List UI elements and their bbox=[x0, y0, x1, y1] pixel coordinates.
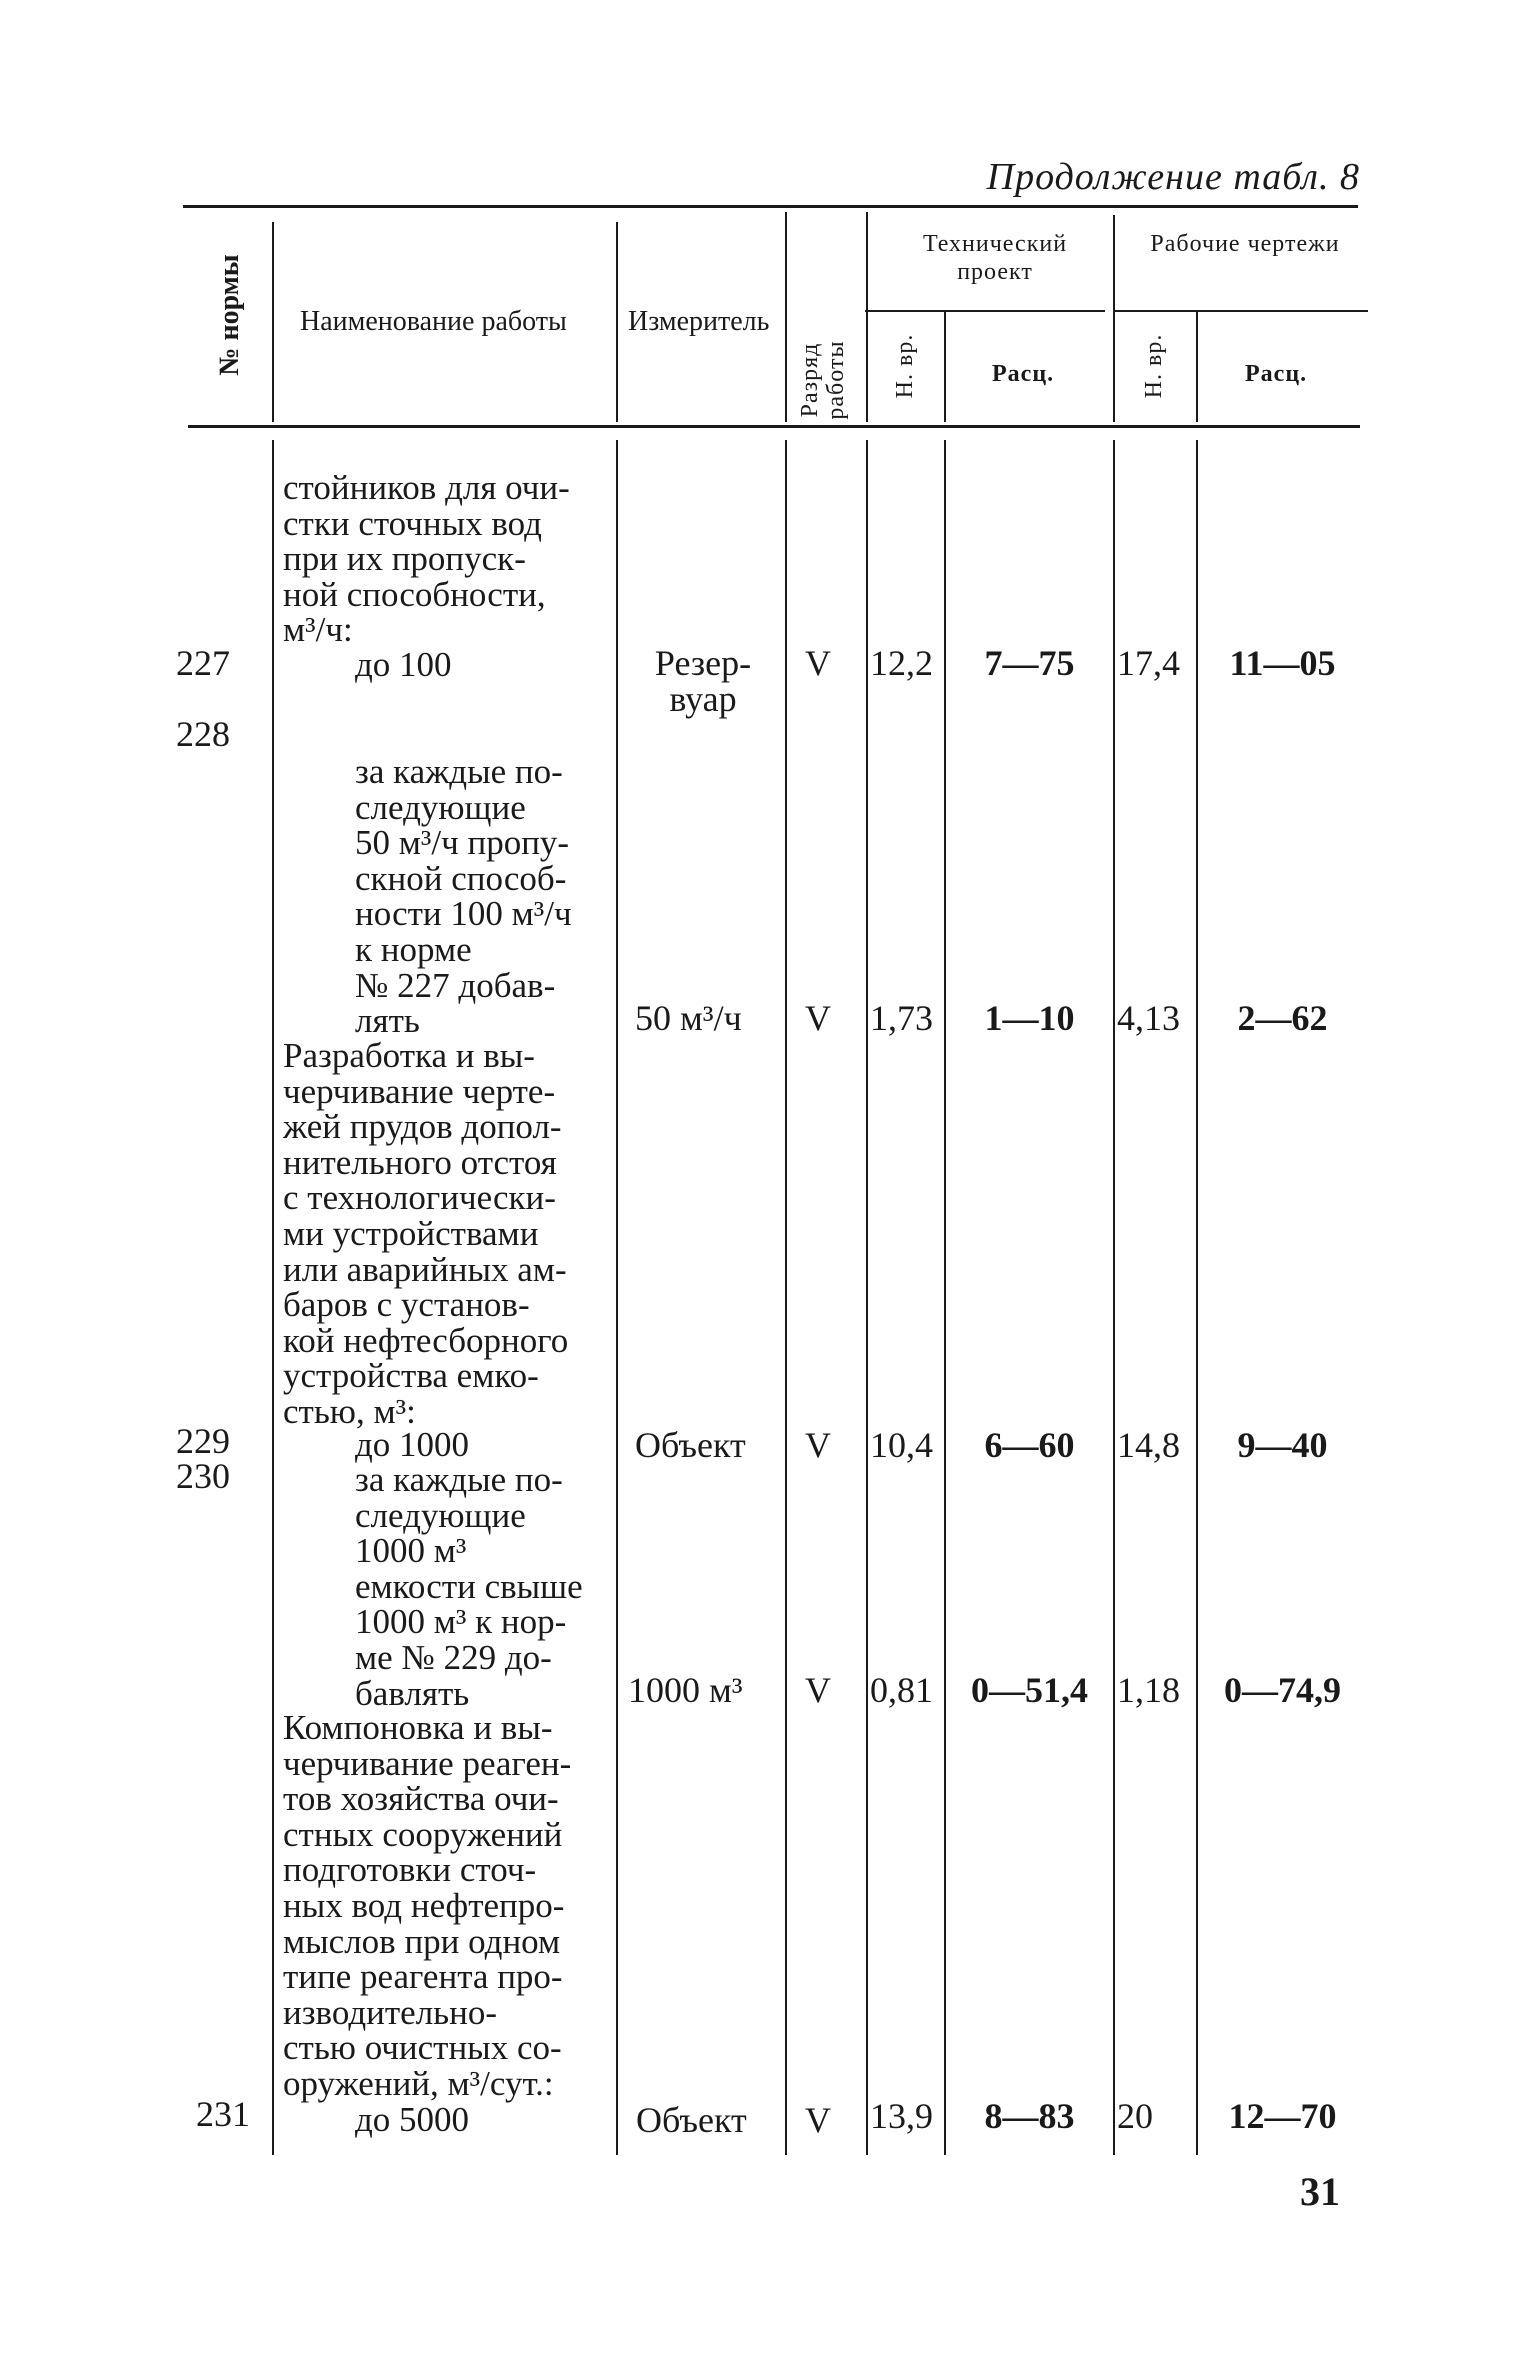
desc-230: за каждые по- следующие 1000 м³ емкости свыше 1000 м³ к нор- ме № 229 до- бавлять bbox=[355, 1460, 583, 1713]
row-231-wd-rate: 12—70 bbox=[1228, 2096, 1337, 2136]
row-229-tp-time: 10,4 bbox=[870, 1425, 933, 1465]
row-227-grade: V bbox=[805, 643, 831, 683]
row-230-wd-time: 1,18 bbox=[1117, 1670, 1180, 1710]
header-divider-2 bbox=[616, 222, 618, 422]
header-tp-rate: Расц. bbox=[992, 361, 1055, 387]
desc-intro-1: стойников для очи- стки сточных вод при их пропуск- ной способности, м³/ч: bbox=[283, 468, 570, 650]
header-divider-4 bbox=[866, 212, 868, 422]
body-divider-5 bbox=[944, 440, 946, 2155]
row-231-tp-time: 13,9 bbox=[870, 2096, 933, 2136]
header-grade: Разряд работы bbox=[797, 340, 849, 420]
row-229-grade: V bbox=[805, 1425, 831, 1465]
header-divider-3 bbox=[785, 212, 787, 422]
row-228-grade: V bbox=[805, 998, 831, 1038]
row-230-wd-rate: 0—74,9 bbox=[1224, 1670, 1341, 1710]
row-229-wd-time: 14,8 bbox=[1117, 1425, 1180, 1465]
header-bottom-rule bbox=[188, 425, 1360, 428]
desc-227: до 100 bbox=[355, 645, 452, 684]
body-divider-4 bbox=[866, 440, 868, 2155]
row-230-grade: V bbox=[805, 1670, 831, 1710]
row-227-tp-rate: 7—75 bbox=[984, 643, 1075, 683]
subheader-rule-tech bbox=[865, 310, 1105, 312]
header-divider-5 bbox=[944, 312, 946, 422]
header-work-name: Наименование работы bbox=[300, 306, 567, 337]
row-230-measure: 1000 м³ bbox=[628, 1670, 743, 1710]
table-caption: Продолжение табл. 8 bbox=[986, 156, 1360, 198]
row-228-wd-time: 4,13 bbox=[1117, 998, 1180, 1038]
subheader-rule-wd bbox=[1113, 310, 1368, 312]
body-divider-7 bbox=[1196, 440, 1198, 2155]
header-norm-no: № нормы bbox=[214, 254, 245, 376]
desc-intro-2: Разработка и вы- черчивание черте- жей прудов допол- нительного отстоя с технологически- ми устройствами или аварийных ам- баров с установ- кой нефтесборного устройства емко- стью, м³: bbox=[283, 1036, 569, 1431]
row-231-grade: V bbox=[805, 2100, 831, 2140]
header-tech-project: Технический проект bbox=[922, 231, 1068, 285]
row-228-no: 228 bbox=[176, 714, 230, 754]
desc-228: за каждые по- следующие 50 м³/ч пропу- скной способ- ности 100 м³/ч к норме № 227 добав- лять bbox=[355, 752, 572, 1041]
row-231-measure: Объект bbox=[636, 2100, 747, 2140]
row-231-no: 231 bbox=[196, 2094, 250, 2134]
body-divider-2 bbox=[616, 440, 618, 2155]
row-230-no: 230 bbox=[176, 1456, 230, 1496]
row-231-wd-time: 20 bbox=[1117, 2096, 1153, 2136]
row-228-wd-rate: 2—62 bbox=[1237, 998, 1328, 1038]
body-divider-3 bbox=[785, 440, 787, 2155]
row-228-tp-rate: 1—10 bbox=[984, 998, 1075, 1038]
header-wd-time: Н. вр. bbox=[1141, 333, 1167, 399]
body-divider-6 bbox=[1113, 440, 1115, 2155]
row-227-wd-rate: 11—05 bbox=[1229, 643, 1336, 683]
desc-intro-3: Компоновка и вы- черчивание реаген- тов хозяйства очи- стных сооружений подготовки сточ- ных вод нефтепро- мыслов при одном типе реагента про- изводительно- стью очистных со- оружений, м³/сут.: bbox=[283, 1708, 572, 2103]
row-229-measure: Объект bbox=[635, 1425, 746, 1465]
desc-231: до 5000 bbox=[355, 2100, 470, 2139]
row-227-no: 227 bbox=[176, 643, 230, 683]
desc-229: до 1000 bbox=[355, 1425, 470, 1464]
header-divider-6 bbox=[1113, 215, 1115, 422]
header-working-drawings: Рабочие чертежи bbox=[1150, 231, 1340, 257]
table-top-rule bbox=[183, 205, 1358, 208]
row-231-tp-rate: 8—83 bbox=[984, 2096, 1075, 2136]
header-measure: Измеритель bbox=[628, 306, 770, 337]
row-227-wd-time: 17,4 bbox=[1117, 643, 1180, 683]
header-divider-7 bbox=[1196, 312, 1198, 422]
row-228-tp-time: 1,73 bbox=[870, 998, 933, 1038]
row-227-tp-time: 12,2 bbox=[870, 643, 933, 683]
row-228-measure: 50 м³/ч bbox=[635, 998, 742, 1038]
row-230-tp-rate: 0—51,4 bbox=[971, 1670, 1088, 1710]
page-number: 31 bbox=[1300, 2169, 1340, 2214]
header-tp-time: Н. вр. bbox=[892, 333, 918, 399]
header-divider-1 bbox=[272, 222, 274, 422]
row-230-tp-time: 0,81 bbox=[870, 1670, 933, 1710]
header-wd-rate: Расц. bbox=[1245, 361, 1308, 387]
row-227-measure: Резер- вуар bbox=[654, 643, 752, 719]
row-229-tp-rate: 6—60 bbox=[984, 1425, 1075, 1465]
row-229-no: 229 bbox=[176, 1421, 230, 1461]
row-229-wd-rate: 9—40 bbox=[1237, 1425, 1328, 1465]
body-divider-1 bbox=[272, 440, 274, 2155]
